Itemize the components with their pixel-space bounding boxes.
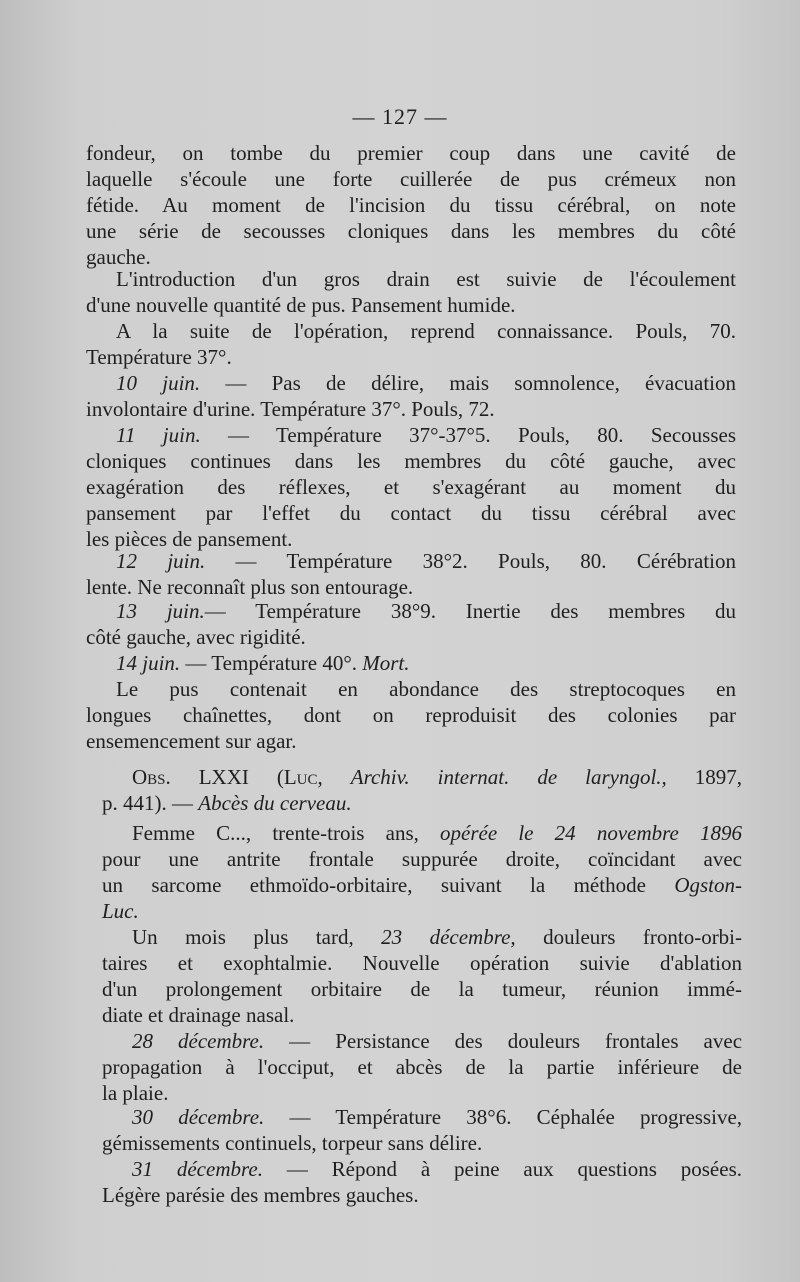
date-11-juin: 11 juin. [116, 423, 201, 447]
date-13-juin: 13 juin. [116, 599, 205, 623]
entry-10-juin [86, 370, 736, 396]
dash: — [228, 423, 250, 447]
date-23-decembre: 23 décembre, [381, 925, 516, 949]
text-line: les pièces de pansement. [86, 527, 293, 551]
text-line: lente. Ne reconnaît plus son entourage. [86, 575, 414, 599]
text-line: longues chaînettes, dont on reproduisit des colonies par [86, 703, 736, 727]
text-line: Température 37°. [86, 345, 232, 369]
text-fragment: Répond à peine aux questions posées. [331, 1157, 742, 1181]
text-line: fondeur, on tombe du premier coup dans une cavité de [86, 141, 736, 165]
obs-year: 1897, [694, 765, 742, 789]
text-line: L'introduction d'un gros drain est suivie de l'écoulement [116, 267, 736, 291]
abces-title: Abcès du cerveau. [198, 791, 352, 815]
text-line: Légère parésie des membres gauches. [102, 1183, 419, 1207]
text-line: exagération des réflexes, et s'exagérant au moment du [86, 475, 736, 499]
luc-text: Luc. [102, 899, 139, 923]
date-10-juin: 10 juin. [116, 371, 201, 395]
dash: — [235, 549, 257, 573]
observation-heading [102, 764, 742, 790]
text-line: involontaire d'urine. Température 37°. Pouls, 72. [86, 397, 495, 421]
journal-title: Archiv. internat. de laryngol., [350, 765, 667, 789]
text-fragment: Un mois plus tard, [132, 925, 354, 949]
entry-11-juin [86, 422, 736, 448]
text-line: ensemencement sur agar. [86, 729, 297, 753]
text-line: d'une nouvelle quantité de pus. Pansement humide. [86, 293, 516, 317]
text-fragment: Température 40°. [211, 651, 357, 675]
dash: — [286, 1157, 308, 1181]
text-line: fétide. Au moment de l'incision du tissu cérébral, on note [86, 193, 736, 217]
text-line: côté gauche, avec rigidité. [86, 625, 306, 649]
text-line [102, 924, 742, 950]
observation-subtitle [102, 790, 742, 816]
dash: — [225, 371, 247, 395]
dash: — [185, 651, 207, 675]
text-fragment: Température 38°6. Céphalée progressive, [335, 1105, 743, 1129]
text-line: la plaie. [102, 1081, 169, 1105]
text-line: laquelle s'écoule une forte cuillerée de pus crémeux non [86, 167, 736, 191]
text-line: Le pus contenait en abondance des streptocoques en [116, 677, 736, 701]
text-line: pour une antrite frontale suppurée droite, coïncidant avec [102, 847, 742, 871]
text-line: gauche. [86, 245, 151, 269]
text-line: cloniques continues dans les membres du côté gauche, avec [86, 449, 736, 473]
entry-31-decembre [102, 1156, 742, 1182]
entry-30-decembre [102, 1104, 742, 1130]
text-line [102, 898, 742, 924]
text-line: diate et drainage nasal. [102, 1003, 295, 1027]
text-line: A la suite de l'opération, reprend connaissance. Pouls, 70. [116, 319, 736, 343]
entry-14-juin [86, 650, 736, 676]
text-line: d'un prolongement orbitaire de la tumeur, réunion immé- [102, 977, 742, 1001]
text-line [102, 872, 742, 898]
obs-author: Luc, [283, 765, 323, 789]
text-line [102, 820, 742, 846]
text-line: propagation à l'occiput, et abcès de la partie inférieure de [102, 1055, 742, 1079]
obs-label: Obs. LXXI [132, 765, 249, 789]
text-fragment: Température 38°2. Pouls, 80. Cérébration [286, 549, 736, 573]
page-number: — 127 — [352, 104, 448, 129]
text-fragment: Persistance des douleurs frontales avec [335, 1029, 743, 1053]
entry-13-juin [86, 598, 736, 624]
dash: — [204, 599, 226, 623]
text-fragment: douleurs fronto-orbi- [543, 925, 743, 949]
text-line: une série de secousses cloniques dans les membres du côté [86, 219, 736, 243]
entry-12-juin [86, 548, 736, 574]
dash: — [289, 1029, 311, 1053]
ogston-text: Ogston- [674, 873, 742, 897]
text-fragment: Température 38°9. Inertie des membres du [255, 599, 737, 623]
dash: — [289, 1105, 311, 1129]
date-30-decembre: 30 décembre. [132, 1105, 265, 1129]
entry-28-decembre [102, 1028, 742, 1054]
text-line: taires et exophtalmie. Nouvelle opération suivie d'ablation [102, 951, 742, 975]
text-fragment: un sarcome ethmoïdo-orbitaire, suivant la méthode [102, 873, 646, 897]
page-ref: p. 441). [102, 791, 167, 815]
text-line: pansement par l'effet du contact du tissu cérébral avec [86, 501, 736, 525]
paren: ( [276, 765, 284, 789]
text-fragment: Pas de délire, mais somnolence, évacuation [271, 371, 737, 395]
date-31-decembre: 31 décembre. [132, 1157, 263, 1181]
date-28-decembre: 28 décembre. [132, 1029, 265, 1053]
text-line: gémissements continuels, torpeur sans délire. [102, 1131, 483, 1155]
text-fragment: Température 37°-37°5. Pouls, 80. Secousses [276, 423, 737, 447]
date-12-juin: 12 juin. [116, 549, 206, 573]
text-fragment: Femme C..., trente-trois ans, [132, 821, 419, 845]
date-14-juin: 14 juin. [116, 651, 181, 675]
mort-text: Mort. [362, 651, 410, 675]
operation-date: opérée le 24 novembre 1896 [440, 821, 743, 845]
dash: — [172, 791, 193, 815]
